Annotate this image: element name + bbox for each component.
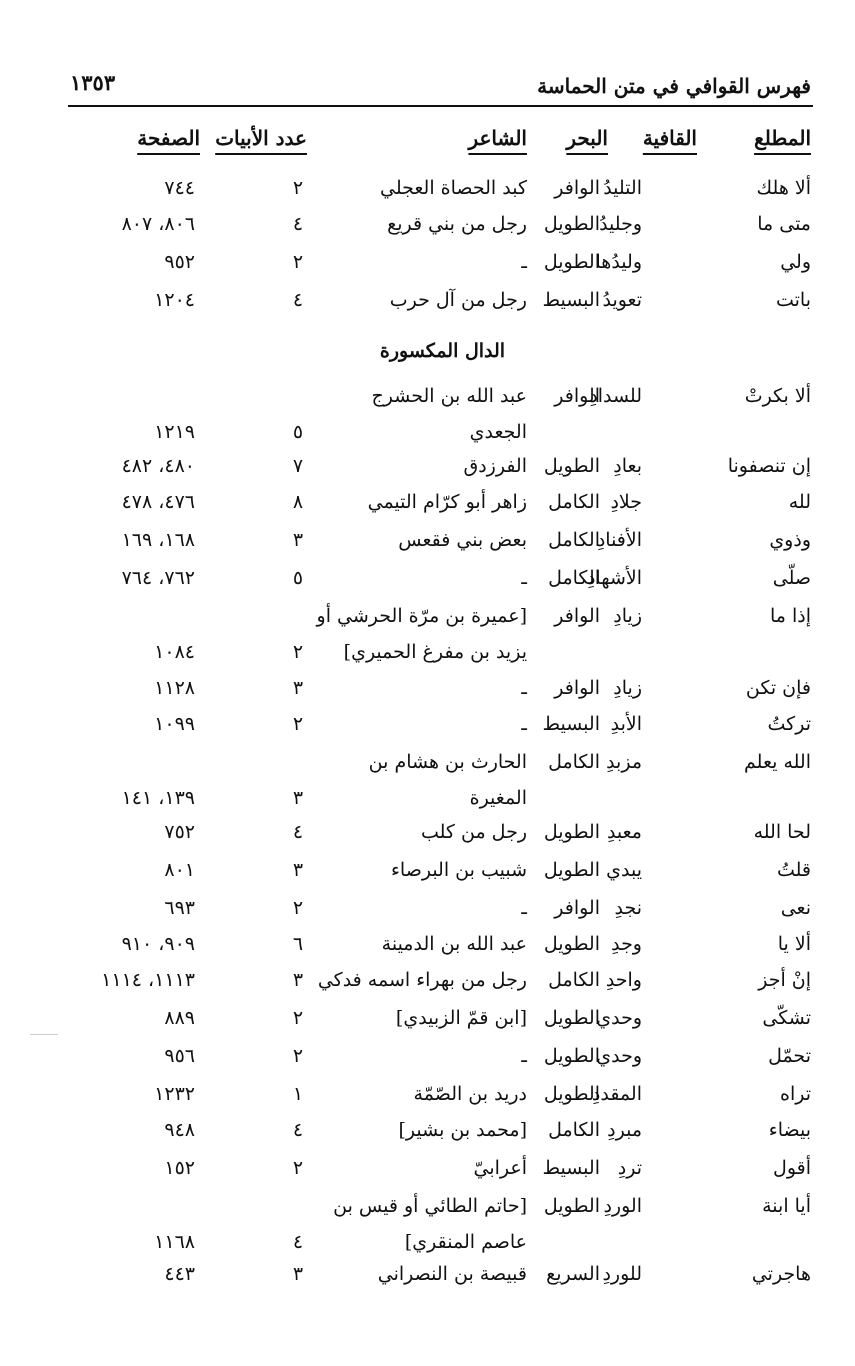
bahr-cell: الكامل: [548, 491, 600, 513]
qafia-cell: تردِ: [617, 1157, 642, 1179]
shaer-cell: دريد بن الصّمّة: [413, 1083, 527, 1105]
abyat-cell: ٤: [292, 1231, 304, 1253]
abyat-cell: ٢: [292, 1157, 304, 1179]
abyat-cell: ٣: [292, 1263, 304, 1285]
qafia-cell: التليدُ: [603, 177, 642, 199]
table-row: [0, 1076, 855, 1112]
qafia-cell: نجدِ: [614, 897, 642, 919]
table-row: [0, 1150, 855, 1186]
shaer-cell: ـ: [521, 713, 527, 735]
matla-cell: هاجرتي: [751, 1263, 811, 1285]
shaer-cell: ـ: [521, 567, 527, 589]
qafia-cell: وليدُها: [595, 251, 642, 273]
table-row: [0, 814, 855, 850]
column-header-shaer: الشاعر: [468, 126, 527, 150]
bahr-cell: الطويل: [543, 821, 600, 843]
abyat-cell: ٣: [292, 859, 304, 881]
table-row: [0, 448, 855, 484]
matla-cell: تشكّى: [762, 1007, 811, 1029]
abyat-cell: ٢: [292, 1045, 304, 1067]
bahr-cell: السريع: [546, 1263, 600, 1285]
page-ref-cell: ٦٩٣: [164, 897, 195, 919]
column-header-qafia: القافية: [642, 126, 697, 150]
table-row: [0, 598, 855, 663]
qafia-cell: تعويدُ: [602, 289, 642, 311]
shaer-cell: عبد الله بن الدمينة: [381, 933, 527, 955]
matla-cell: صلّى: [772, 567, 811, 589]
matla-cell: إن تنصفونا: [727, 455, 811, 477]
bahr-cell: الوافر: [554, 385, 600, 407]
page-ref-cell: ١١١٣، ١١١٤: [101, 969, 195, 991]
abyat-cell: ٤: [292, 1119, 304, 1141]
page-ref-cell: ٩٠٩، ٩١٠: [121, 933, 195, 955]
bahr-cell: الكامل: [548, 969, 600, 991]
page-ref-cell: ١٣٩، ١٤١: [121, 787, 195, 809]
table-row: [0, 962, 855, 998]
page-ref-cell: ١١٢٨: [154, 677, 195, 699]
page-ref-cell: ٧٤٤: [164, 177, 195, 199]
margin-mark: [30, 1034, 58, 1035]
shaer-cell: أعرابيّ: [473, 1157, 527, 1179]
bahr-cell: الطويل: [543, 859, 600, 881]
table-row: [0, 170, 855, 206]
abyat-cell: ٥: [292, 421, 304, 443]
page-ref-cell: ٩٥٢: [164, 251, 195, 273]
bahr-cell: الوافر: [554, 605, 600, 627]
table-row: [0, 670, 855, 706]
shaer-cell: ـ: [521, 1045, 527, 1067]
matla-cell: أقول: [773, 1157, 811, 1179]
abyat-cell: ٢: [292, 713, 304, 735]
shaer-cell: رجل من بهراء اسمه فدكي: [317, 969, 527, 991]
matla-cell: تراه: [779, 1083, 811, 1105]
page-ref-cell: ٨٨٩: [164, 1007, 195, 1029]
qafia-cell: وجليدُ: [599, 213, 642, 235]
shaer-cell: بعض بني فقعس: [398, 529, 527, 551]
matla-cell: إذا ما: [769, 605, 811, 627]
matla-cell: تحمّل: [768, 1045, 811, 1067]
column-header-abyat: عدد الأبيات: [215, 126, 307, 150]
abyat-cell: ٦: [292, 933, 304, 955]
page-ref-cell: ١٥٢: [164, 1157, 195, 1179]
table-row: [0, 926, 855, 962]
bahr-cell: الكامل: [548, 751, 600, 773]
shaer-cell: [محمد بن بشير]: [398, 1119, 527, 1141]
table-row: [0, 244, 855, 280]
matla-cell: أيا ابنة: [762, 1195, 811, 1217]
table-row: [0, 1038, 855, 1074]
bahr-cell: الطويل: [543, 1007, 600, 1029]
shaer-cell: رجل من بني قريع: [387, 213, 527, 235]
page-ref-cell: ١٢٠٤: [154, 289, 195, 311]
table-row: [0, 522, 855, 558]
qafia-cell: معبدِ: [606, 821, 642, 843]
abyat-cell: ٨: [292, 491, 304, 513]
column-header-bahr: البحر: [566, 126, 608, 150]
page-ref-cell: ٩٤٨: [164, 1119, 195, 1141]
bahr-cell: الكامل: [548, 529, 600, 551]
matla-cell: إنْ أجز: [758, 969, 811, 991]
page-ref-cell: ١٦٨، ١٦٩: [121, 529, 195, 551]
matla-cell: فإن تكن: [745, 677, 811, 699]
table-row: [0, 706, 855, 742]
abyat-cell: ٢: [292, 897, 304, 919]
bahr-cell: الكامل: [548, 1119, 600, 1141]
bahr-cell: الطويل: [543, 1083, 600, 1105]
page-ref-cell: ١١٦٨: [154, 1231, 195, 1253]
bahr-cell: الكامل: [548, 567, 600, 589]
abyat-cell: ٣: [292, 677, 304, 699]
qafia-cell: وحدي: [596, 1007, 642, 1029]
abyat-cell: ٣: [292, 529, 304, 551]
table-row: [0, 282, 855, 318]
table-row: [0, 560, 855, 596]
page-ref-cell: ٤٧٦، ٤٧٨: [121, 491, 195, 513]
abyat-cell: ٢: [292, 251, 304, 273]
matla-cell: بيضاء: [768, 1119, 811, 1141]
shaer-cell: ـ: [521, 677, 527, 699]
matla-cell: قلتُ: [776, 859, 811, 881]
matla-cell: لله: [788, 491, 811, 513]
matla-cell: ألا يا: [777, 933, 811, 955]
page-number: ١٣٥٣: [70, 70, 116, 95]
qafia-cell: الأشهادِ: [586, 567, 642, 589]
qafia-cell: جلادِ: [610, 491, 642, 513]
qafia-cell: الوردِ: [603, 1195, 642, 1217]
matla-cell: متى ما: [757, 213, 811, 235]
bahr-cell: البسيط: [542, 1157, 600, 1179]
table-row: [0, 744, 855, 809]
bahr-cell: الطويل: [543, 933, 600, 955]
abyat-cell: ٣: [292, 969, 304, 991]
table-row: [0, 1256, 855, 1292]
abyat-cell: ٤: [292, 289, 304, 311]
section-heading: الدال المكسورة: [379, 340, 506, 362]
table-row: [0, 852, 855, 888]
matla-cell: ولي: [780, 251, 811, 273]
bahr-cell: الوافر: [554, 177, 600, 199]
shaer-cell: ـ: [521, 897, 527, 919]
abyat-cell: ٢: [292, 177, 304, 199]
shaer-cell: رجل من آل حرب: [389, 289, 527, 311]
table-row: [0, 1112, 855, 1148]
page-ref-cell: ٤٤٣: [164, 1263, 195, 1285]
abyat-cell: ٧: [292, 455, 304, 477]
shaer-cell: [عميرة بن مرّة الحرشي أو: [316, 605, 527, 627]
bahr-cell: الطويل: [543, 1045, 600, 1067]
shaer-cell-continued: عاصم المنقري]: [404, 1231, 527, 1253]
bahr-cell: الوافر: [554, 677, 600, 699]
page-ref-cell: ٧٥٢: [164, 821, 195, 843]
bahr-cell: الوافر: [554, 897, 600, 919]
page-ref-cell: ٨٠١: [164, 859, 195, 881]
abyat-cell: ١: [292, 1083, 304, 1105]
qafia-cell: يبدي: [606, 859, 642, 881]
matla-cell: ألا بكرتْ: [744, 385, 811, 407]
shaer-cell: الفرزدق: [463, 455, 527, 477]
page-ref-cell: ١٢١٩: [154, 421, 195, 443]
qafia-cell: بعادِ: [613, 455, 642, 477]
page-ref-cell: ٩٥٦: [164, 1045, 195, 1067]
page-ref-cell: ١٠٨٤: [154, 641, 195, 663]
qafia-cell: وجدِ: [611, 933, 642, 955]
abyat-cell: ٤: [292, 821, 304, 843]
table-row: [0, 1188, 855, 1253]
matla-cell: ألا هلك: [756, 177, 811, 199]
page-ref-cell: ٧٦٢، ٧٦٤: [121, 567, 195, 589]
abyat-cell: ٥: [292, 567, 304, 589]
shaer-cell: [حاتم الطائي أو قيس بن: [333, 1195, 527, 1217]
qafia-cell: المقددِ: [591, 1083, 642, 1105]
shaer-cell: رجل من كلب: [420, 821, 527, 843]
qafia-cell: مبردِ: [607, 1119, 642, 1141]
bahr-cell: الطويل: [543, 1195, 600, 1217]
shaer-cell: شبيب بن البرصاء: [390, 859, 527, 881]
bahr-cell: البسيط: [542, 289, 600, 311]
shaer-cell: زاهر أبو كرّام التيمي: [367, 491, 527, 513]
table-row: [0, 1000, 855, 1036]
qafia-cell: الأبدِ: [610, 713, 642, 735]
page-ref-cell: ١٢٣٢: [154, 1083, 195, 1105]
abyat-cell: ٢: [292, 1007, 304, 1029]
bahr-cell: الطويل: [543, 455, 600, 477]
table-row: [0, 484, 855, 520]
shaer-cell-continued: يزيد بن مفرغ الحميري]: [343, 641, 527, 663]
column-header-safha: الصفحة: [137, 126, 200, 150]
abyat-cell: ٤: [292, 213, 304, 235]
matla-cell: وذوي: [769, 529, 811, 551]
shaer-cell: قبيصة بن النصراني: [377, 1263, 527, 1285]
running-title: فهرس القوافي في متن الحماسة: [537, 74, 811, 98]
page-ref-cell: ٤٨٠، ٤٨٢: [121, 455, 195, 477]
page-ref-cell: ٨٠٦، ٨٠٧: [121, 213, 195, 235]
shaer-cell: كبد الحصاة العجلي: [379, 177, 527, 199]
abyat-cell: ٢: [292, 641, 304, 663]
qafia-cell: وحدي: [596, 1045, 642, 1067]
qafia-cell: الأفنادِ: [596, 529, 642, 551]
qafia-cell: زيادِ: [613, 677, 642, 699]
table-row: [0, 890, 855, 926]
qafia-cell: مزبدِ: [606, 751, 642, 773]
shaer-cell: [ابن قمّ الزبيدي]: [395, 1007, 527, 1029]
shaer-cell: الحارث بن هشام بن: [368, 751, 527, 773]
matla-cell: تركتُ: [767, 713, 811, 735]
qafia-cell: للسدادِ: [589, 385, 642, 407]
matla-cell: الله يعلم: [744, 751, 811, 773]
bahr-cell: البسيط: [542, 713, 600, 735]
matla-cell: باتت: [775, 289, 811, 311]
bahr-cell: الطويل: [543, 251, 600, 273]
bahr-cell: الطويل: [543, 213, 600, 235]
column-header-matla: المطلع: [754, 126, 811, 150]
matla-cell: نعى: [780, 897, 811, 919]
qafia-cell: زيادِ: [613, 605, 642, 627]
page-ref-cell: ١٠٩٩: [154, 713, 195, 735]
header-rule: [68, 105, 813, 107]
shaer-cell: عبد الله بن الحشرج: [371, 385, 527, 407]
qafia-cell: للوردِ: [602, 1263, 642, 1285]
table-row: [0, 206, 855, 242]
table-row: [0, 378, 855, 443]
shaer-cell: ـ: [521, 251, 527, 273]
qafia-cell: واحدِ: [605, 969, 642, 991]
matla-cell: لحا الله: [753, 821, 811, 843]
shaer-cell-continued: الجعدي: [469, 421, 527, 443]
abyat-cell: ٣: [292, 787, 304, 809]
shaer-cell-continued: المغيرة: [469, 787, 527, 809]
